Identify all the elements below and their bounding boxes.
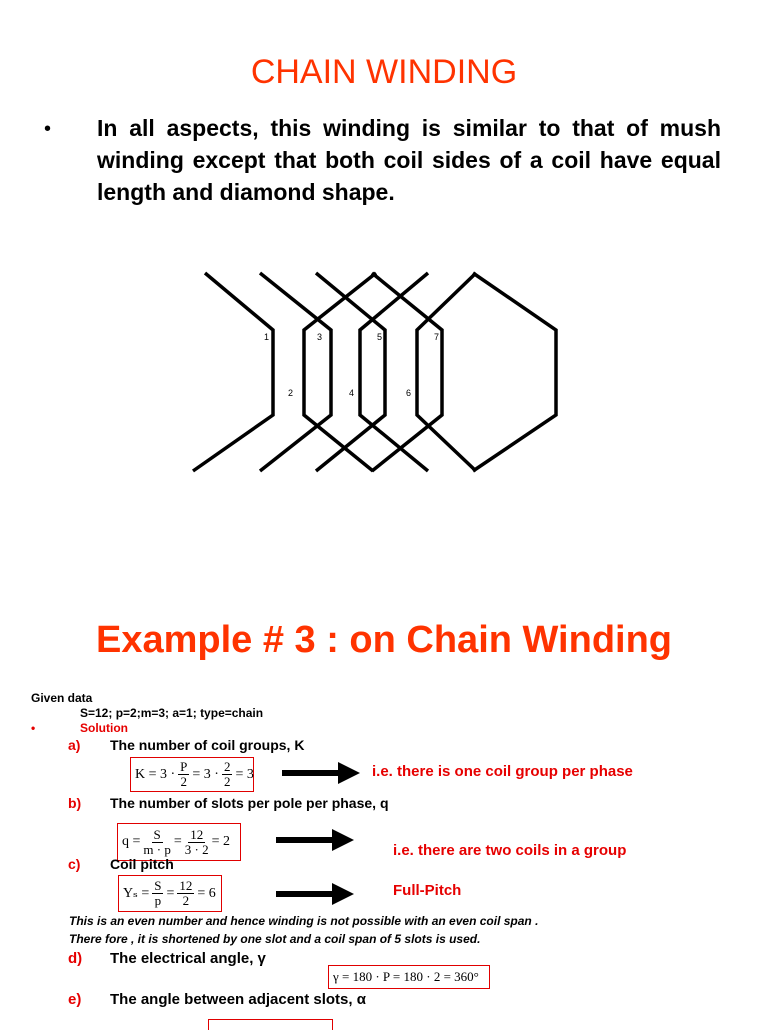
arrow-right-icon — [282, 761, 362, 785]
slot-label: 3 — [317, 332, 323, 342]
slot-label: 2 — [288, 388, 294, 398]
item-c-text: Coil pitch — [110, 856, 174, 872]
arrow-right-icon — [276, 882, 356, 906]
intro-paragraph: In all aspects, this winding is similar to that of mush winding except that both coil sides of a coil have equal length and diamond shape. — [97, 115, 721, 205]
slot-label: 4 — [349, 388, 355, 398]
slot-label: 1 — [264, 332, 270, 342]
slot-label: 5 — [377, 332, 383, 342]
given-label: Given data — [31, 691, 93, 705]
page-title: CHAIN WINDING — [250, 53, 518, 91]
coil-1 — [193, 273, 273, 471]
item-c-letter: c) — [68, 856, 81, 872]
formula-q: q = $\frac{S}{m \cdot p}$ = $\frac{12}{3 \cdot 2}$ = 2 — [117, 823, 241, 861]
note-c: Full-Pitch — [393, 882, 462, 899]
given-values: S=12; p=2;m=3; a=1; type=chain — [80, 706, 264, 720]
coil-3 — [316, 273, 385, 471]
example-title: Example # 3 : on Chain Winding — [95, 619, 673, 661]
item-d-letter: d) — [68, 950, 83, 967]
coil-5 — [473, 273, 556, 471]
coil-left-3 — [304, 273, 376, 471]
item-b-text: The number of slots per pole per phase, q — [110, 795, 389, 811]
solution-label: Solution — [80, 721, 128, 735]
item-b-letter: b) — [68, 795, 82, 811]
note-a: i.e. there is one coil group per phase — [372, 763, 633, 780]
coil-2 — [260, 273, 331, 471]
formula-gamma: γ = 180 · P = 180 · 2 = 360° — [328, 965, 490, 989]
formula-ys: Yₛ = $\frac{S}{p}$ = $\frac{12}{2}$ = 6 — [118, 875, 222, 912]
slot-label: 7 — [434, 332, 440, 342]
bullet-marker: • — [44, 118, 52, 140]
coil-4 — [372, 273, 442, 471]
item-d-text: The electrical angle, γ — [110, 950, 266, 967]
formula-k: K = 3 · $\frac{P}{2}$ = 3 · $\frac{2}{2}$ = 3 — [130, 757, 254, 792]
even-note-1: This is an even number and hence winding is not possible with an even coil span . — [69, 914, 539, 928]
chain-winding-diagram — [180, 258, 580, 488]
formula-alpha-box — [208, 1019, 333, 1030]
slot-label: 6 — [406, 388, 412, 398]
solution-bullet: • — [31, 721, 36, 735]
item-e-letter: e) — [68, 991, 82, 1008]
even-note-2: There fore , it is shortened by one slot and a coil span of 5 slots is used. — [69, 932, 481, 946]
item-a-letter: a) — [68, 737, 81, 753]
note-b: i.e. there are two coils in a group — [393, 842, 627, 859]
arrow-right-icon — [276, 828, 356, 852]
coil-left-7 — [417, 273, 476, 471]
item-e-text: The angle between adjacent slots, α — [110, 991, 366, 1008]
item-a-text: The number of coil groups, K — [110, 737, 305, 753]
